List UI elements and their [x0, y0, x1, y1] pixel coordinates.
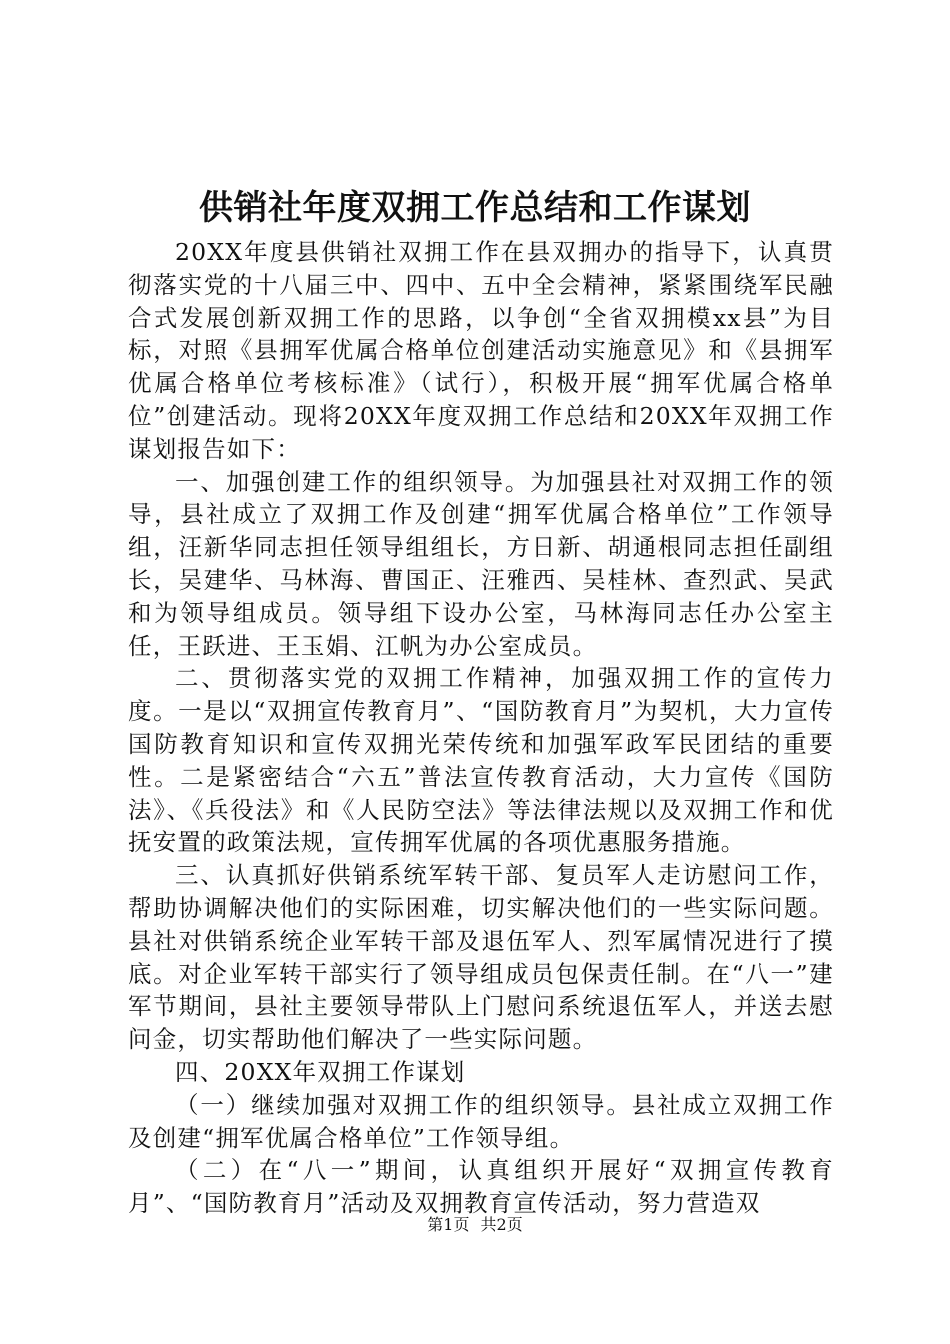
document-body	[128, 236, 834, 1220]
page-number: 第1页	[427, 1215, 470, 1234]
plan-item-2: （二）在“八一”期间，认真组织开展好“双拥宣传教育月”、“国防教育月”活动及双拥教育宣传活动，努力营造双	[128, 1156, 834, 1218]
intro-paragraph: 20XX年度县供销社双拥工作在县双拥办的指导下，认真贯彻落实党的十八届三中、四中、五中全会精神，紧紧围绕军民融合式发展创新双拥工作的思路，以争创“全省双拥模xx县”为目标，对照《县拥军优属合格单位创建活动实施意见》和《县拥军优属合格单位考核标准》（试行），积极开展“拥军优属合格单位”创建活动。现将20XX年度双拥工作总结和20XX年双拥工作谋划报告如下：	[128, 238, 834, 463]
section-3-paragraph: 三、认真抓好供销系统军转干部、复员军人走访慰问工作，帮助协调解决他们的实际困难，切实解决他们的一些实际问题。县社对供销系统企业军转干部及退伍军人、烈军属情况进行了摸底。对企业军转干部实行了领导组成员包保责任制。在“八一”建军节期间，县社主要领导带队上门慰问系统退伍军人，并送去慰问金，切实帮助他们解决了一些实际问题。	[128, 861, 834, 1054]
section-4-heading: 四、20XX年双拥工作谋划	[175, 1057, 466, 1086]
section-1-paragraph: 一、加强创建工作的组织领导。为加强县社对双拥工作的领导，县社成立了双拥工作及创建“拥军优属合格单位”工作领导组，汪新华同志担任领导组组长，方日新、胡通根同志担任副组长，吴建华、马林海、曹国正、汪雅西、吴桂林、查烈武、吴武和为领导组成员。领导组下设办公室，马林海同志任办公室主任，王跃进、王玉娟、江帆为办公室成员。	[128, 467, 834, 660]
page-total: 共2页	[480, 1215, 523, 1234]
page-footer	[0, 1214, 950, 1236]
section-2-paragraph: 二、贯彻落实党的双拥工作精神，加强双拥工作的宣传力度。一是以“双拥宣传教育月”、“国防教育月”为契机，大力宣传国防教育知识和宣传双拥光荣传统和加强军政军民团结的重要性。二是紧密结合“六五”普法宣传教育活动，大力宣传《国防法》、《兵役法》和《人民防空法》等法律法规以及双拥工作和优抚安置的政策法规，宣传拥军优属的各项优惠服务措施。	[128, 664, 834, 857]
document-title: 供销社年度双拥工作总结和工作谋划	[199, 188, 751, 228]
plan-item-1: （一）继续加强对双拥工作的组织领导。县社成立双拥工作及创建“拥军优属合格单位”工作领导组。	[128, 1090, 834, 1152]
